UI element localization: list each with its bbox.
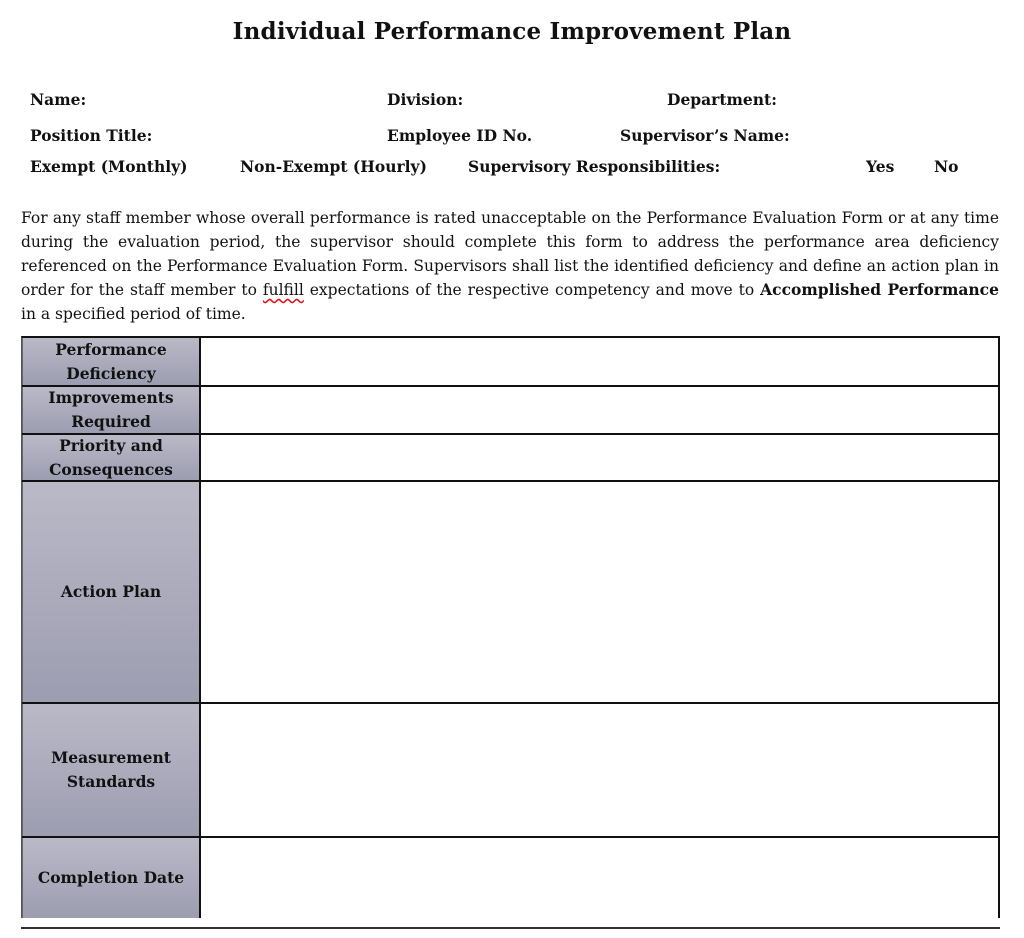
table-row [22,482,998,704]
table-row [22,338,998,387]
misspelled-word: fulfill [262,281,304,299]
improvements-required-label: Improvements Required [22,387,201,433]
priority-and-consequences-label: Priority and Consequences [22,435,201,480]
completion-date-field[interactable] [201,838,998,918]
no-option[interactable]: No [934,157,959,176]
non-exempt-option[interactable]: Non-Exempt (Hourly) [240,157,427,176]
measurement-standards-field[interactable] [201,704,998,836]
instructions-text-1: For any staff member whose overall performance is rated unacceptable on the Performance Evaluation Form or at any time during the evaluation period, the supervisor should complete this form to address the performance area deficiency referenced on the Performance Evaluation Form. Supervisors shall list the identified deficiency and define an action plan in order for the staff member to [21,209,999,299]
supervisory-responsibilities-label: Supervisory Responsibilities: [468,157,721,176]
instructions-text-2: expectations of the respective competency and move to [303,281,761,299]
instructions-text-3: in a specified period of time. [21,305,246,323]
supervisor-name-label: Supervisor’s Name: [620,126,790,145]
accomplished-performance-text: Accomplished Performance [760,280,999,299]
exempt-option[interactable]: Exempt (Monthly) [30,157,188,176]
table-row [22,838,998,918]
instructions-paragraph [21,206,999,326]
form-title: Individual Performance Improvement Plan [232,18,792,45]
bottom-rule [21,927,1000,929]
improvement-plan-table [21,336,1000,918]
employee-id-label: Employee ID No. [387,126,533,145]
department-label: Department: [667,90,777,109]
improvements-required-field[interactable] [201,387,998,433]
table-row [22,387,998,435]
measurement-standards-label: Measurement Standards [22,704,201,836]
yes-option[interactable]: Yes [866,157,895,176]
action-plan-field[interactable] [201,482,998,702]
division-label: Division: [387,90,464,109]
priority-and-consequences-field[interactable] [201,435,998,480]
table-row [22,435,998,482]
performance-deficiency-field[interactable] [201,338,998,385]
position-title-label: Position Title: [30,126,153,145]
name-label: Name: [30,90,87,109]
action-plan-label: Action Plan [22,482,201,702]
table-row [22,704,998,838]
performance-deficiency-label: Performance Deficiency [22,338,201,385]
completion-date-label: Completion Date [22,838,201,918]
